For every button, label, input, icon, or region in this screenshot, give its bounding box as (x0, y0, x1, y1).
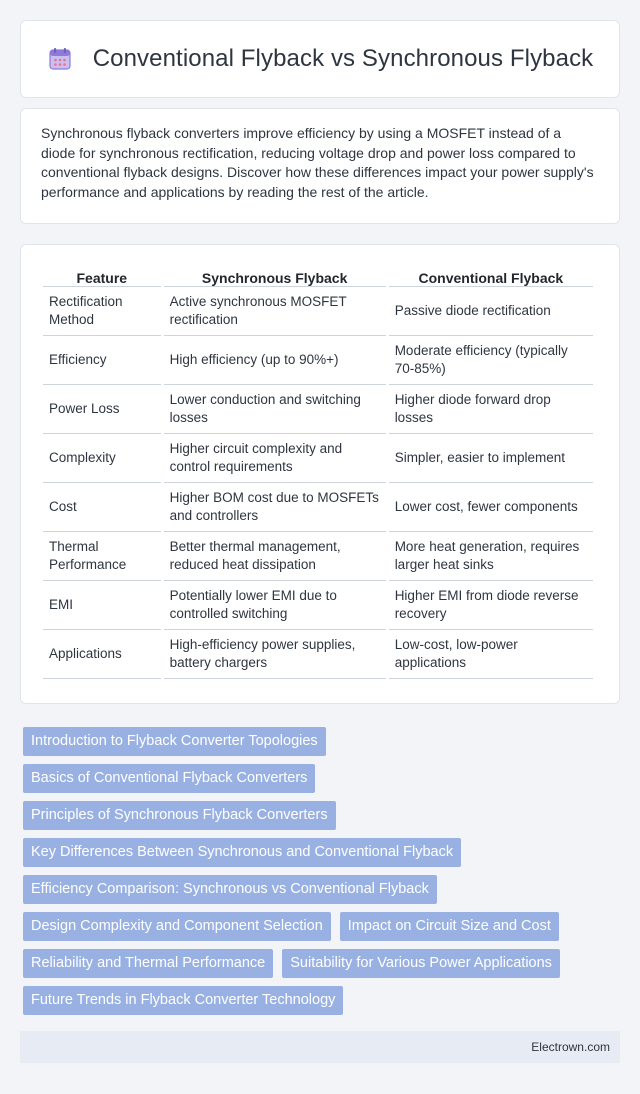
topic-tag-conventional-basics[interactable]: Basics of Conventional Flyback Converters (23, 764, 315, 793)
topic-tag-efficiency-comparison[interactable]: Efficiency Comparison: Synchronous vs Conventional Flyback (23, 875, 437, 904)
topic-tag-future-trends[interactable]: Future Trends in Flyback Converter Technology (23, 986, 343, 1015)
synchronous-cell: Active synchronous MOSFET rectification (164, 287, 386, 336)
topic-tag-size-and-cost[interactable]: Impact on Circuit Size and Cost (340, 912, 559, 941)
feature-cell: Power Loss (43, 385, 161, 434)
feature-cell: Applications (43, 630, 161, 679)
topic-tag-reliability-thermal[interactable]: Reliability and Thermal Performance (23, 949, 273, 978)
table-row (43, 434, 593, 483)
conventional-cell: More heat generation, requires larger heat sinks (389, 532, 593, 581)
feature-cell: Complexity (43, 434, 161, 483)
topic-tag-introduction[interactable]: Introduction to Flyback Converter Topologies (23, 727, 326, 756)
table-row (43, 630, 593, 679)
page-title: Conventional Flyback vs Synchronous Flyback (92, 45, 594, 72)
footer-brand[interactable]: Electrown.com (531, 1040, 610, 1054)
footer (20, 1031, 620, 1063)
comparison-table (40, 265, 596, 679)
synchronous-cell: High-efficiency power supplies, battery chargers (164, 630, 386, 679)
synchronous-cell: Higher BOM cost due to MOSFETs and controllers (164, 483, 386, 532)
conventional-cell: Simpler, easier to implement (389, 434, 593, 483)
topic-tag-power-applications[interactable]: Suitability for Various Power Applications (282, 949, 560, 978)
table-row (43, 532, 593, 581)
feature-cell: Thermal Performance (43, 532, 161, 581)
feature-cell: Rectification Method (43, 287, 161, 336)
table-row (43, 385, 593, 434)
synchronous-cell: Potentially lower EMI due to controlled switching (164, 581, 386, 630)
conventional-cell: Higher EMI from diode reverse recovery (389, 581, 593, 630)
synchronous-cell: Higher circuit complexity and control requirements (164, 434, 386, 483)
table-row (43, 287, 593, 336)
title-card (20, 20, 620, 98)
conventional-cell: Moderate efficiency (typically 70-85%) (389, 336, 593, 385)
table-row (43, 483, 593, 532)
table-header-row (43, 265, 593, 287)
topic-tag-design-complexity[interactable]: Design Complexity and Component Selection (23, 912, 331, 941)
intro-text: Synchronous flyback converters improve efficiency by using a MOSFET instead of a diode for synchronous rectification, reducing voltage drop and power loss compared to conventional flyback designs. Discover how these differences impact your power supply's performance and applications by reading the rest of the article. (41, 125, 594, 200)
conventional-cell: Lower cost, fewer components (389, 483, 593, 532)
header-synchronous: Synchronous Flyback (164, 265, 386, 287)
feature-cell: Efficiency (43, 336, 161, 385)
conventional-cell: Low-cost, low-power applications (389, 630, 593, 679)
synchronous-cell: Better thermal management, reduced heat dissipation (164, 532, 386, 581)
header-feature: Feature (43, 265, 161, 287)
feature-cell: EMI (43, 581, 161, 630)
table-row (43, 581, 593, 630)
synchronous-cell: Lower conduction and switching losses (164, 385, 386, 434)
intro-card (20, 108, 620, 224)
topic-tag-synchronous-principles[interactable]: Principles of Synchronous Flyback Converters (23, 801, 336, 830)
topic-tags (23, 727, 623, 1015)
feature-cell: Cost (43, 483, 161, 532)
table-row (43, 336, 593, 385)
header-conventional: Conventional Flyback (389, 265, 593, 287)
topic-tag-key-differences[interactable]: Key Differences Between Synchronous and Conventional Flyback (23, 838, 461, 867)
conventional-cell: Higher diode forward drop losses (389, 385, 593, 434)
calendar-icon (47, 46, 73, 72)
conventional-cell: Passive diode rectification (389, 287, 593, 336)
comparison-table-card (20, 244, 620, 704)
synchronous-cell: High efficiency (up to 90%+) (164, 336, 386, 385)
